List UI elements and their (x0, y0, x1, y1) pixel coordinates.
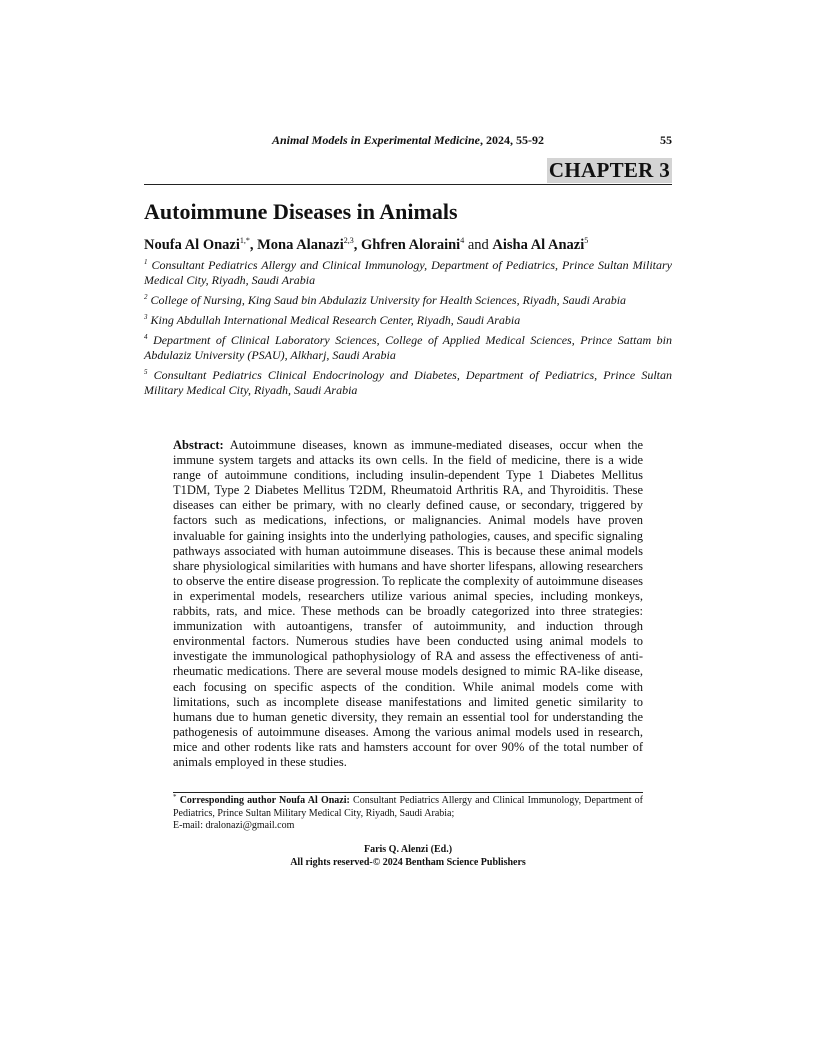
footnote-text: Consultant Pediatrics Allergy and Clinical Immunology, Department of Pediatrics, Prince Sultan Military Medical City, Riyadh, Saudi Arabia; (173, 795, 644, 819)
abstract-text: Autoimmune diseases, known as immune-mediated diseases, occur when the immune system targets and attacks its own cells. In the field of medicine, there is a wide range of autoimmune conditions, including insulin-dependent Type 1 Diabetes Mellitus T1DM, Type 2 Diabetes Mellitus T2DM, Rheumatoid Arthritis RA, and Thyroiditis. These diseases can either be primary, with no clearly defined cause, or secondary, triggered by factors such as medications, infections, or malignancies. Animal models have proven invaluable for gaining insights into the underlying pathologies, causes, and specific signaling pathways associated with human autoimmune diseases. This is because these animal models share physiological similarities with humans and have shorter lifespans, allowing researchers to observe the entire disease progression. To replicate the complexity of autoimmune diseases in experimental models, researchers utilize various animal species, including monkeys, rabbits, rats, and mice. These methods can be broadly categorized into three strategies: immunization with autoantigens, transfer of autoimmunity, and induction through environmental factors. Numerous studies have been conducted using animal models to investigate the immunological pathophysiology of RA and assess the effectiveness of anti-rheumatic medications. There are several mouse models designed to mimic RA-like disease, each focusing on specific aspects of the condition. While animal models come with limitations, such as incomplete disease manifestations and limited genetic similarity to humans due to human genetic diversity, they remain an essential tool for understanding the pathogenesis of autoimmune diseases. Among the various animal models used in research, mice and other rodents like rats and hamsters account for over 90% of the total number of animals employed in these studies. (173, 438, 643, 769)
affiliation-text: College of Nursing, King Saud bin Abdulaziz University for Health Sciences, Riyadh, Saudi Arabia (150, 293, 627, 307)
affiliation (144, 258, 672, 288)
author-affil-ref: 2,3 (343, 236, 354, 245)
editor-name: Faris Q. Alenzi (Ed.) (363, 844, 453, 855)
affiliation (144, 333, 672, 363)
author-name: Ghfren Aloraini (360, 237, 461, 253)
affiliation-text: Department of Clinical Laboratory Sciences, College of Applied Medical Sciences, Prince Sattam bin Abdulaziz University (PSAU), Alkharj, Saudi Arabia (144, 333, 673, 362)
affiliation-text: Consultant Pediatrics Clinical Endocrinology and Diabetes, Department of Pediatrics, Prince Sultan Military Medical City, Riyadh, Saudi Arabia (144, 368, 673, 397)
chapter-title: Autoimmune Diseases in Animals (144, 199, 458, 224)
author-affil-ref: 4 (460, 236, 465, 245)
author-separator: and (464, 237, 493, 253)
author-separator: , (249, 237, 258, 253)
journal-name: Animal Models in Experimental Medicine (271, 133, 480, 147)
affiliation-number: 4 (144, 333, 148, 341)
footnote-email: E-mail: dralonazi@gmail.com (173, 820, 295, 831)
author-name: Noufa Al Onazi (144, 237, 240, 253)
affiliation-text: King Abdullah International Medical Research Center, Riyadh, Saudi Arabia (150, 313, 521, 327)
affiliation-list (144, 258, 672, 403)
editor-credit (144, 844, 672, 869)
running-head-journal (144, 133, 672, 147)
footnote-label: Corresponding author Noufa Al Onazi: (179, 795, 350, 806)
affiliation (144, 313, 672, 328)
affiliation-number: 3 (144, 313, 148, 321)
affiliation-text: Consultant Pediatrics Allergy and Clinical Immunology, Department of Pediatrics, Prince Sultan Military Medical City, Riyadh, Saudi Arabia (144, 258, 672, 287)
copyright-line: All rights reserved-© 2024 Bentham Science Publishers (290, 856, 526, 868)
abstract-label: Abstract: (173, 438, 224, 452)
chapter-label: CHAPTER 3 (548, 158, 670, 182)
affiliation (144, 368, 672, 398)
affiliation-number: 2 (144, 293, 148, 301)
abstract (173, 438, 643, 770)
journal-year-pages: , 2024, 55-92 (480, 133, 544, 147)
page-number: 55 (660, 133, 672, 147)
footnote-divider (173, 792, 643, 793)
affiliation (144, 293, 672, 308)
author-separator: , (353, 237, 361, 253)
author-affil-ref: 5 (584, 236, 589, 245)
affiliation-number: 5 (144, 368, 148, 376)
author-name: Mona Alanazi (257, 237, 344, 253)
author-affil-ref: 1,* (239, 236, 250, 245)
chapter-header (144, 158, 672, 185)
corresponding-author-footnote (173, 795, 643, 833)
author-name: Aisha Al Anazi (492, 237, 585, 253)
affiliation-number: 1 (144, 258, 148, 266)
author-list (144, 236, 672, 254)
footnote-mark: * (173, 793, 177, 801)
